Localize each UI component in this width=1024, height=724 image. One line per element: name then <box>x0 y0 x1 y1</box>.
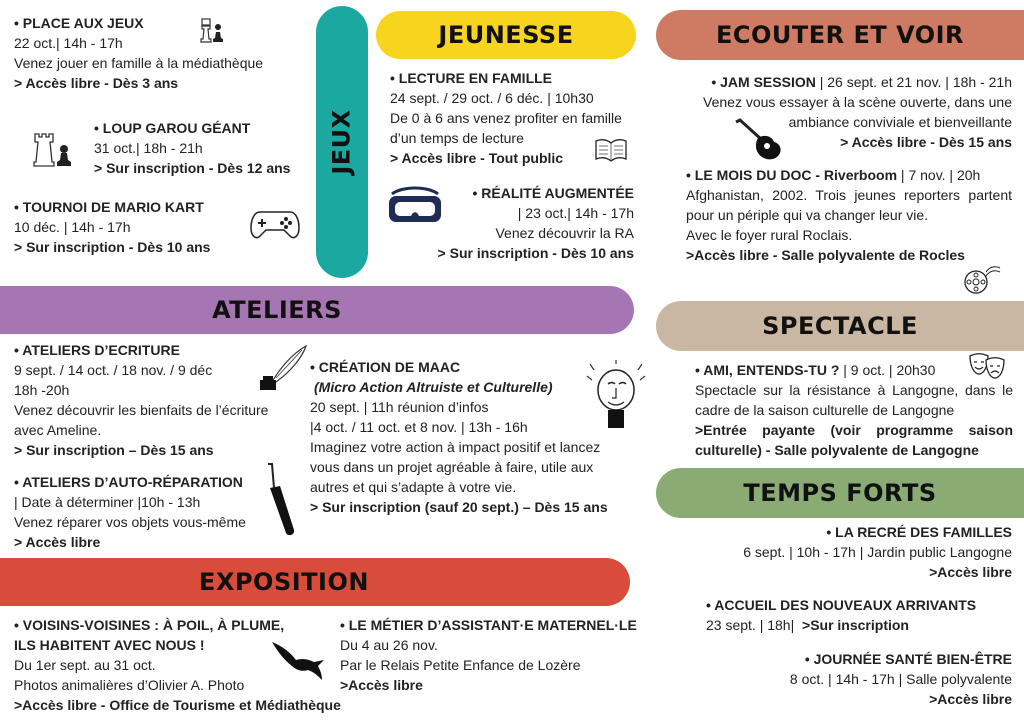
event-access: > Sur inscription - Dès 12 ans <box>94 160 291 176</box>
event-date: | Date à déterminer |10h - 13h <box>14 494 201 510</box>
event-desc: Par le Relais Petite Enfance de Lozère <box>340 657 581 673</box>
exposition-banner <box>0 558 630 606</box>
film-reel-icon <box>962 262 1002 296</box>
event-access: > Sur inscription – Dès 15 ans <box>14 442 214 458</box>
event-title: • LOUP GAROU GÉANT <box>94 120 251 136</box>
event-date: 9 sept. / 14 oct. / 18 nov. / 9 déc <box>14 362 213 378</box>
ateliers-banner-label: ATELIERS <box>212 296 342 324</box>
event-date: | 7 nov. | 20h <box>897 167 981 183</box>
event-access: >Entrée payante (voir programme saison culturelle) - Salle polyvalente de Langogne <box>695 422 1013 458</box>
event-access: > Accès libre - Tout public <box>390 150 564 166</box>
event-title: • VOISINS-VOISINES : À POIL, À PLUME, <box>14 617 285 633</box>
event-lecture-famille <box>390 68 622 168</box>
event-mario-kart <box>14 197 210 257</box>
event-title: • ATELIERS D’AUTO-RÉPARATION <box>14 474 243 490</box>
bird-icon <box>270 636 326 686</box>
event-access: >Accès libre - Office de Tourisme et Médiathèque <box>14 697 341 713</box>
event-access: > Accès libre - Dès 3 ans <box>14 75 179 91</box>
temps-forts-banner <box>656 468 1024 518</box>
event-date: 20 sept. | 11h réunion d’infos <box>310 399 489 415</box>
ateliers-banner <box>0 286 634 334</box>
event-access: >Accès libre <box>340 677 423 693</box>
event-desc: Avec le foyer rural Roclais. <box>686 227 853 243</box>
jeunesse-banner-label: JEUNESSE <box>438 21 574 49</box>
ecouter-banner-label: ECOUTER ET VOIR <box>715 21 965 49</box>
event-title-line <box>695 360 1013 380</box>
lightbulb-face-icon <box>586 360 646 436</box>
event-subtitle: (Micro Action Altruiste et Culturelle) <box>314 379 553 395</box>
event-title: • LA RECRÉ DES FAMILLES <box>826 524 1012 540</box>
spectacle-banner-label: SPECTACLE <box>762 312 918 340</box>
event-title: • JOURNÉE SANTÉ BIEN-ÊTRE <box>804 651 1012 667</box>
event-date: | 26 sept. et 21 nov. | 18h - 21h <box>815 74 1012 90</box>
event-title: • ACCUEIL DES NOUVEAUX ARRIVANTS <box>706 597 977 613</box>
event-title: • LE MOIS DU DOC - Riverboom <box>686 167 898 183</box>
event-desc: autres et qui s’adapte à votre vie. <box>310 479 517 495</box>
chess-rook-icon <box>30 122 76 168</box>
gamepad-icon <box>250 206 300 242</box>
event-date: | 9 oct. | 20h30 <box>839 362 936 378</box>
book-icon <box>594 137 628 163</box>
event-title: • PLACE AUX JEUX <box>14 15 144 31</box>
jeux-banner <box>316 6 368 278</box>
event-mois-du-doc <box>686 165 1012 265</box>
event-creation-maac <box>310 357 608 517</box>
theater-masks-icon <box>968 352 1006 380</box>
event-date: 10 déc. | 14h - 17h <box>14 219 131 235</box>
event-date: Du 1er sept. au 31 oct. <box>14 657 156 673</box>
event-date: |4 oct. / 11 oct. et 8 nov. | 13h - 16h <box>310 419 528 435</box>
event-ateliers-ecriture <box>14 340 268 460</box>
event-date: 6 sept. | 10h - 17h | Jardin public Langogne <box>743 544 1012 560</box>
event-jam-session <box>676 72 1012 152</box>
event-title: • TOURNOI DE MARIO KART <box>14 199 204 215</box>
event-desc: avec Ameline. <box>14 422 102 438</box>
event-date: 24 sept. / 29 oct. / 6 déc. | 10h30 <box>390 90 594 106</box>
event-desc: d’un temps de lecture <box>390 130 524 146</box>
event-title-line <box>676 72 1012 92</box>
event-access: >Accès libre <box>929 691 1012 707</box>
event-metier-assistant <box>340 615 637 695</box>
spectacle-banner <box>656 301 1024 351</box>
event-title: • LE MÉTIER D’ASSISTANT·E MATERNEL·LE <box>340 617 637 633</box>
event-access: > Sur inscription (sauf 20 sept.) – Dès 15 ans <box>310 499 608 515</box>
event-desc: Photos animalières d’Olivier A. Photo <box>14 677 245 693</box>
event-title: • JAM SESSION <box>711 74 816 90</box>
event-realite-augmentee <box>432 183 634 263</box>
event-desc: Afghanistan, 2002. Trois jeunes reporters partent pour un périple qui va changer leur vie. <box>686 187 1012 223</box>
event-access: > Accès libre - Dès 15 ans <box>840 134 1012 150</box>
event-desc: Spectacle sur la résistance à Langogne, dans le cadre de la saison culturelle de Langogne <box>695 382 1013 418</box>
event-desc: Venez découvrir la RA <box>495 225 634 241</box>
event-date: 31 oct.| 18h - 21h <box>94 140 203 156</box>
event-title: • LECTURE EN FAMILLE <box>390 70 553 86</box>
event-desc: Imaginez votre action à impact positif et lancez <box>310 439 601 455</box>
quill-ink-icon <box>252 344 308 394</box>
event-access: >Sur inscription <box>802 617 909 633</box>
event-journee-sante <box>690 649 1012 709</box>
event-loup-garou <box>94 118 290 178</box>
temps-forts-banner-label: TEMPS FORTS <box>743 479 937 507</box>
vr-headset-icon <box>386 186 444 226</box>
event-desc: vous dans un projet agréable à faire, utile aux <box>310 459 594 475</box>
event-desc: Venez vous essayer à la scène ouverte, dans une <box>703 94 1012 110</box>
event-accueil-arrivants <box>706 595 976 635</box>
exposition-banner-label: EXPOSITION <box>199 568 369 596</box>
event-ami-entends-tu <box>695 360 1013 460</box>
event-date: 8 oct. | 14h - 17h | Salle polyvalente <box>789 671 1012 687</box>
event-recre-familles <box>690 522 1012 582</box>
event-access: > Sur inscription - Dès 10 ans <box>14 239 211 255</box>
event-date: Du 4 au 26 nov. <box>340 637 438 653</box>
screwdriver-icon <box>262 462 298 538</box>
event-date: 23 sept. | 18h| <box>706 617 803 633</box>
event-date: 18h -20h <box>14 382 70 398</box>
event-date-line <box>706 615 976 635</box>
event-access: > Sur inscription - Dès 10 ans <box>437 245 634 261</box>
event-title: • ATELIERS D’ECRITURE <box>14 342 180 358</box>
event-title: • AMI, ENTENDS-TU ? <box>695 362 840 378</box>
event-date: | 23 oct.| 14h - 17h <box>517 205 634 221</box>
event-access: >Accès libre - Salle polyvalente de Rocles <box>686 247 965 263</box>
event-access: >Accès libre <box>929 564 1012 580</box>
event-desc: ambiance conviviale et bienveillante <box>788 114 1012 130</box>
event-title-line <box>686 165 1012 185</box>
event-title: • CRÉATION DE MAAC <box>310 359 461 375</box>
event-access: > Accès libre <box>14 534 101 550</box>
jeux-banner-label: JEUX <box>328 109 357 175</box>
event-desc: Venez réparer vos objets vous-même <box>14 514 246 530</box>
event-desc: Venez jouer en famille à la médiathèque <box>14 55 264 71</box>
ecouter-banner <box>656 10 1024 60</box>
event-desc: De 0 à 6 ans venez profiter en famille <box>390 110 622 126</box>
event-auto-reparation <box>14 472 246 552</box>
event-date: 22 oct.| 14h - 17h <box>14 35 123 51</box>
event-title: ILS HABITENT AVEC NOUS ! <box>14 637 205 653</box>
event-desc: Venez découvrir les bienfaits de l’écriture <box>14 402 269 418</box>
chess-pieces-icon <box>196 14 226 44</box>
guitar-icon <box>734 118 784 162</box>
event-title: • RÉALITÉ AUGMENTÉE <box>472 185 634 201</box>
jeunesse-banner <box>376 11 636 59</box>
